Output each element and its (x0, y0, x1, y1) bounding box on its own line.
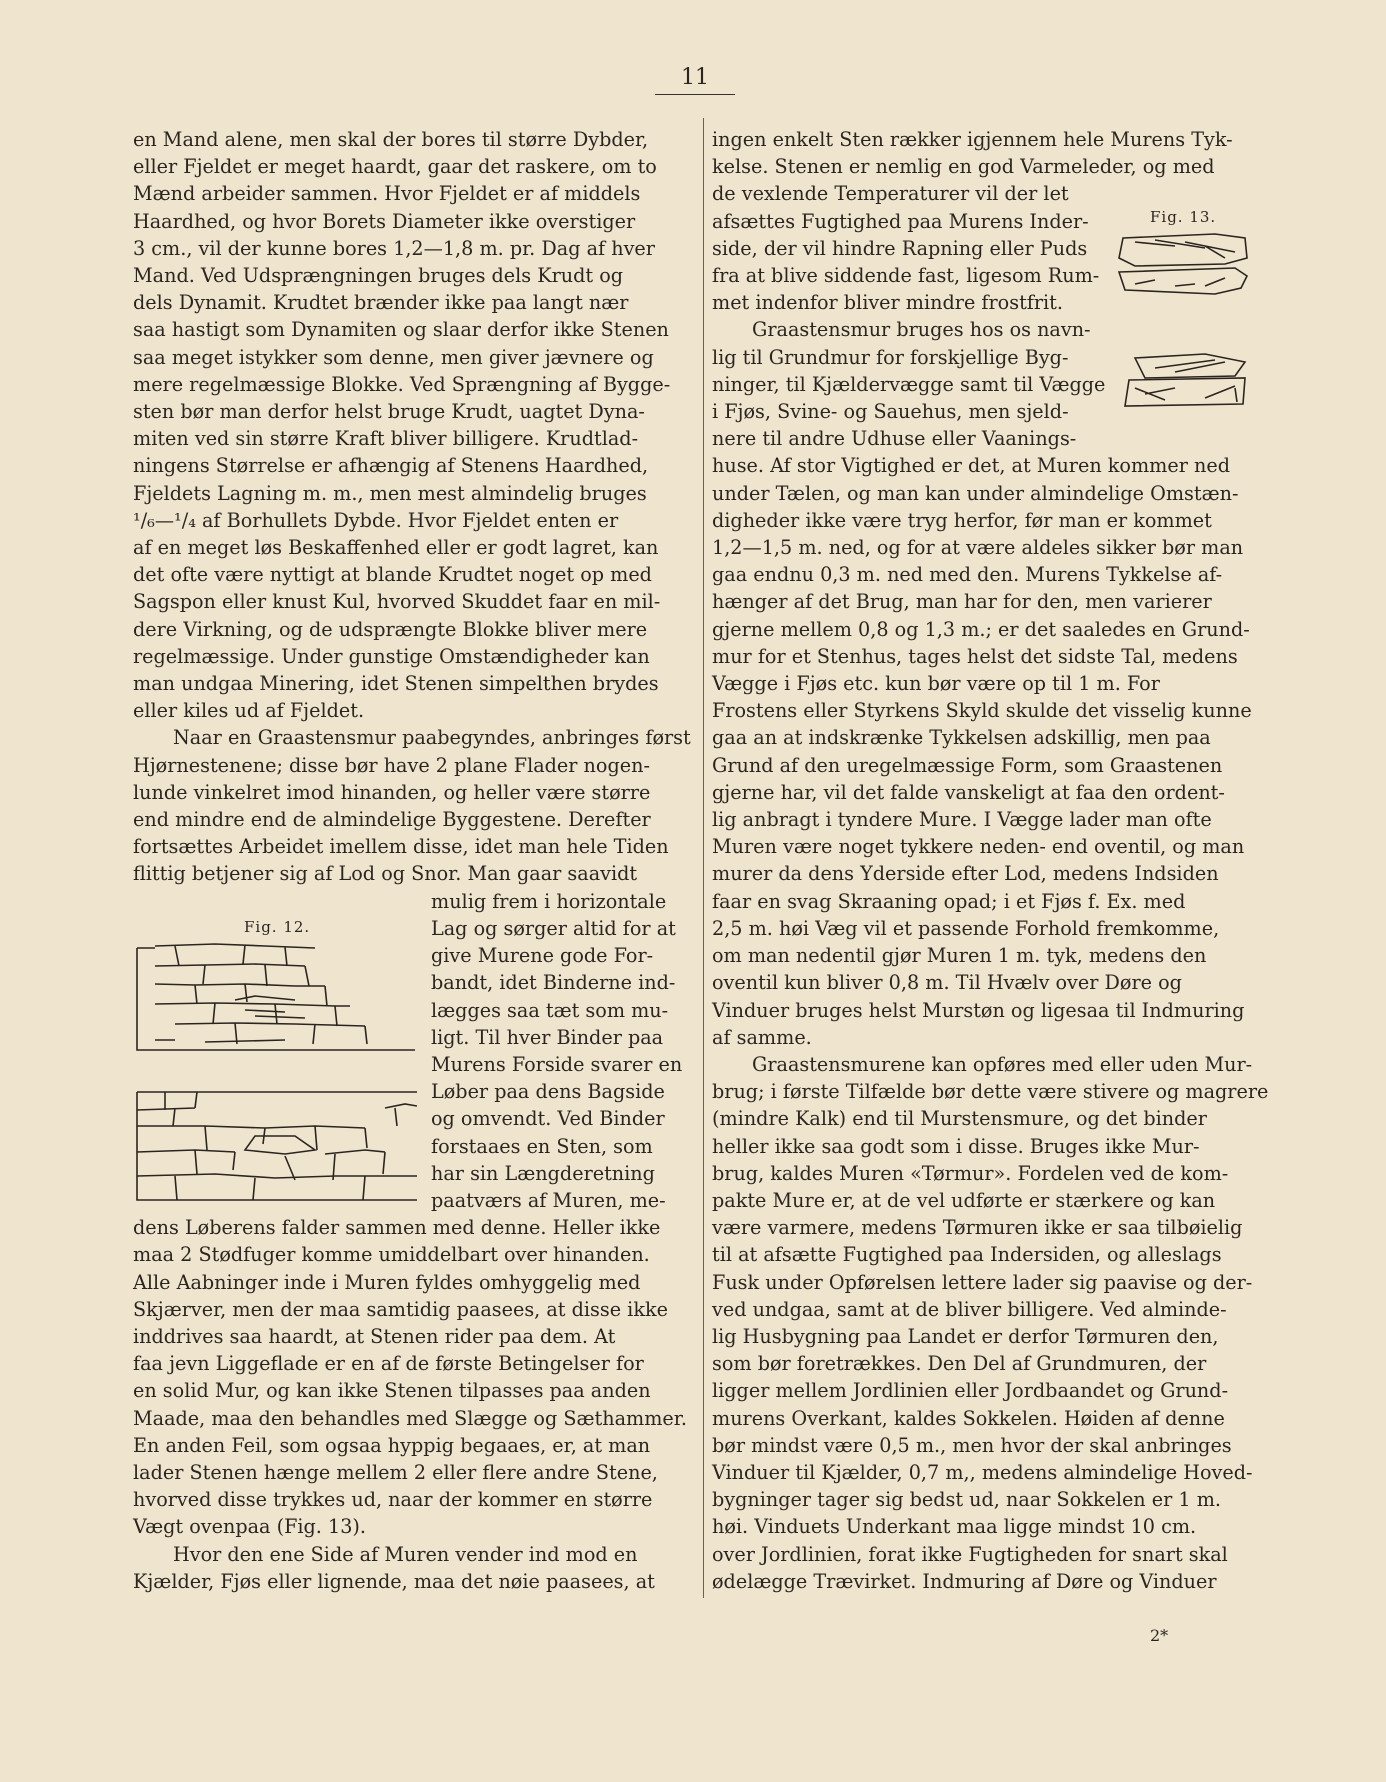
text-line: de vexlende Temperaturer vil der let (712, 182, 1069, 206)
text-line: ningens Størrelse er afhængig af Stenens Haardhed, (133, 454, 649, 478)
text-line: murens Overkant, kaldes Sokkelen. Høiden af denne (712, 1406, 1225, 1430)
text-line: det ofte være nyttigt at blande Krudtet noget op med (133, 563, 652, 587)
text-line: 1,2—1,5 m. ned, og for at være aldeles sikker bør man (712, 536, 1244, 560)
text-line: oventil kun bliver 0,8 m. Til Hvælv over Døre og (712, 971, 1182, 995)
text-line: Murens Forside svarer en (431, 1052, 683, 1076)
text-line: Maade, maa den behandles med Slægge og Sæthammer. (133, 1406, 687, 1430)
text-line: En anden Feil, som ogsaa hyppig begaaes, er, at man (133, 1433, 651, 1457)
text-line: faar en svag Skraaning opad; i et Fjøs f. Ex. med (712, 889, 1186, 913)
text-line: end mindre end de almindelige Byggestene. Derefter (133, 808, 651, 832)
text-line: Hvor den ene Side af Muren vender ind mod en (173, 1542, 638, 1566)
text-line: dels Dynamit. Krudtet brænder ikke paa langt nær (133, 291, 629, 315)
text-line: saa meget istykker som denne, men giver jævnere og (133, 345, 654, 369)
text-line: ingen enkelt Sten rækker igjennem hele Murens Tyk- (712, 128, 1233, 151)
text-line: lægges saa tæt som mu- (431, 998, 669, 1022)
text-line: Vægge i Fjøs etc. kun bør være op til 1 m. For (712, 672, 1160, 696)
text-line: Graastensmur bruges hos os navn- (752, 318, 1091, 342)
text-line: heller ikke saa godt som i disse. Bruges ikke Mur- (712, 1134, 1200, 1158)
text-line: lig anbragt i tyndere Mure. I Vægge lader man ofte (712, 808, 1212, 832)
text-line: hænger af det Brug, man har for den, men varierer (712, 590, 1212, 614)
text-line: met indenfor bliver mindre frostfrit. (712, 291, 1063, 315)
text-line: Fusk under Opførelsen lettere lader sig paavise og der- (712, 1270, 1253, 1294)
page-number: 11 (655, 64, 735, 95)
text-line: ¹/₆—¹/₄ af Borhullets Dybde. Hvor Fjeldet enten er (133, 508, 619, 532)
left-paragraph-3 (133, 1541, 679, 1595)
text-line: flittig betjener sig af Lod og Snor. Man gaar saavidt (133, 862, 638, 886)
text-line: maa 2 Stødfuger komme umiddelbart over hinanden. (133, 1243, 650, 1267)
text-line: i Fjøs, Svine- og Sauehus, men sjeld- (712, 400, 1069, 424)
text-line: dere Virkning, og de udsprængte Blokke bliver mere (133, 617, 648, 641)
text-line: dens Løberens falder sammen med denne. Heller ikke (133, 1216, 661, 1240)
text-line: ligger mellem Jordlinien eller Jordbaandet og Grund- (712, 1379, 1229, 1403)
text-line: Sagspon eller knust Kul, hvorved Skuddet faar en mil- (133, 590, 661, 614)
text-line: og omvendt. Ved Binder (431, 1107, 665, 1131)
text-line: ved undgaa, samt at de bliver billigere. Ved alminde- (712, 1297, 1227, 1321)
text-line: Fjeldets Lagning m. m., men mest almindelig bruges (133, 481, 647, 505)
text-line: digheder ikke være tryg herfor, før man er kommet (712, 508, 1212, 532)
text-line: over Jordlinien, forat ikke Fugtigheden for snart skal (712, 1542, 1228, 1566)
text-line: høi. Vinduets Underkant maa ligge mindst 10 cm. (712, 1515, 1197, 1539)
text-line: Graastensmurene kan opføres med eller uden Mur- (752, 1052, 1253, 1076)
text-line: Naar en Graastensmur paabegyndes, anbringes først (173, 726, 691, 750)
column-divider (703, 118, 704, 1598)
text-line: lig Husbygning paa Landet er derfor Tørmuren den, (712, 1324, 1219, 1348)
text-line: hvorved disse trykkes ud, naar der kommer en større (133, 1488, 653, 1512)
text-line: Løber paa dens Bagside (431, 1080, 665, 1104)
left-column (133, 126, 691, 1595)
text-line: Vægt ovenpaa (Fig. 13). (133, 1515, 367, 1539)
text-line: (mindre Kalk) end til Murstensmure, og det binder (712, 1107, 1207, 1131)
text-line: lig til Grundmur for forskjellige Byg- (712, 345, 1069, 369)
text-line: Hjørnestenene; disse bør have 2 plane Flader nogen- (133, 753, 650, 777)
text-line: gjerne har, vil det falde vanskeligt at faa den ordent- (712, 780, 1225, 804)
text-line: mur for et Stenhus, tages helst det sidste Tal, medens (712, 644, 1238, 668)
text-line: 2,5 m. høi Væg vil et passende Forhold fremkomme, (712, 916, 1220, 940)
text-line: bandt, idet Binderne ind- (431, 971, 676, 995)
text-line: Frostens eller Styrkens Skyld skulde det visselig kunne (712, 699, 1252, 723)
text-line: inddrives saa haardt, at Stenen rider paa dem. At (133, 1324, 616, 1348)
text-line: Skjærver, men der maa samtidig paasees, at disse ikke (133, 1297, 668, 1321)
fig-12-label: Fig. 12. (244, 918, 311, 936)
right-paragraph-3 (712, 1051, 1269, 1595)
text-line: af en meget løs Beskaffenhed eller er godt lagret, kan (133, 536, 659, 560)
text-line: huse. Af stor Vigtighed er det, at Muren kommer ned (712, 454, 1230, 478)
text-line: ødelægge Trævirket. Indmuring af Døre og Vinduer (712, 1569, 1217, 1593)
text-line: brug, kaldes Muren «Tørmur». Fordelen ved de kom- (712, 1161, 1229, 1185)
text-line: en solid Mur, og kan ikke Stenen tilpasses paa anden (133, 1379, 651, 1403)
text-line: gjerne mellem 0,8 og 1,3 m.; er det saaledes en Grund- (712, 617, 1250, 641)
text-line: Kjælder, Fjøs eller lignende, maa det nøie paasees, at (133, 1569, 655, 1593)
text-line: af samme. (712, 1025, 812, 1049)
text-line: Muren være noget tykkere neden- end oventil, og man (712, 835, 1245, 859)
text-line: lunde vinkelret imod hinanden, og heller være større (133, 780, 651, 804)
text-line: 3 cm., vil der kunne bores 1,2—1,8 m. pr. Dag af hver (133, 236, 655, 260)
text-line: gaa an at indskrænke Tykkelsen adskillig, men paa (712, 726, 1211, 750)
text-line: pakte Mure er, at de vel udførte er stærkere og kan (712, 1188, 1216, 1212)
text-line: fra at blive siddende fast, ligesom Rum- (712, 264, 1100, 288)
text-line: Mænd arbeider sammen. Hvor Fjeldet er af middels (133, 182, 641, 206)
text-line: nere til andre Udhuse eller Vaanings- (712, 427, 1077, 451)
text-line: til at afsætte Fugtighed paa Indersiden, og alleslags (712, 1243, 1222, 1267)
text-line: lader Stenen hænge mellem 2 eller flere andre Stene, (133, 1460, 658, 1484)
text-line: saa hastigt som Dynamiten og slaar derfor ikke Stenen (133, 318, 669, 342)
text-line: Mand. Ved Udsprængningen bruges dels Krudt og (133, 264, 624, 288)
text-line: eller Fjeldet er meget haardt, gaar det raskere, om to (133, 155, 657, 179)
text-line: en Mand alene, men skal der bores til større Dybder, (133, 128, 649, 151)
text-line: mulig frem i horizontale (431, 889, 667, 913)
text-line: ninger, til Kjældervægge samt til Vægge (712, 372, 1106, 396)
text-line: har sin Længderetning (431, 1161, 655, 1185)
signature-mark: 2* (1150, 1626, 1169, 1645)
text-line: Lag og sørger altid for at (431, 916, 676, 940)
text-line: afsættes Fugtighed paa Murens Inder- (712, 209, 1089, 233)
text-line: side, der vil hindre Rapning eller Puds (712, 236, 1088, 260)
text-line: gaa endnu 0,3 m. ned med den. Murens Tykkelse af- (712, 563, 1223, 587)
text-line: bygninger tager sig bedst ud, naar Sokkelen er 1 m. (712, 1488, 1221, 1512)
text-line: murer da dens Yderside efter Lod, medens Indsiden (712, 862, 1219, 886)
fig-12-wall-illustration (135, 940, 417, 1210)
text-line: faa jevn Liggeflade er en af de første Betingelser for (133, 1352, 644, 1376)
fig-13-stone-illustration (1115, 228, 1257, 428)
text-line: under Tælen, og man kan under almindelige Omstæn- (712, 481, 1239, 505)
text-line: eller kiles ud af Fjeldet. (133, 699, 365, 723)
text-line: Grund af den uregelmæssige Form, som Graastenen (712, 753, 1223, 777)
text-line: Vinduer bruges helst Murstøn og ligesaa til Indmuring (712, 998, 1245, 1022)
text-line: bør mindst være 0,5 m., men hvor der skal anbringes (712, 1433, 1232, 1457)
text-line: paatværs af Muren, me- (431, 1188, 666, 1212)
text-line: ligt. Til hver Binder paa (431, 1025, 664, 1049)
text-line: brug; i første Tilfælde bør dette være stivere og magrere (712, 1080, 1269, 1104)
text-line: Alle Aabninger inde i Muren fyldes omhyggelig med (133, 1270, 641, 1294)
text-line: regelmæssige. Under gunstige Omstændigheder kan (133, 644, 650, 668)
text-line: mere regelmæssige Blokke. Ved Sprængning af Bygge- (133, 372, 671, 396)
text-line: give Murene gode For- (431, 944, 654, 968)
fig-13-label: Fig. 13. (1150, 208, 1217, 226)
text-line: forstaaes en Sten, som (431, 1134, 653, 1158)
text-line: man undgaa Minering, idet Stenen simpelthen brydes (133, 672, 659, 696)
text-line: om man nedentil gjør Muren 1 m. tyk, medens den (712, 944, 1207, 968)
text-line: Haardhed, og hvor Borets Diameter ikke overstiger (133, 209, 636, 233)
text-line: som bør foretrækkes. Den Del af Grundmuren, der (712, 1352, 1207, 1376)
text-line: være varmere, medens Tørmuren ikke er saa tilbøielig (712, 1216, 1243, 1240)
text-line: kelse. Stenen er nemlig en god Varmeleder, og med (712, 155, 1215, 179)
left-paragraph-1 (133, 126, 679, 724)
text-line: Vinduer til Kjælder, 0,7 m,, medens almindelige Hoved- (712, 1460, 1253, 1484)
text-line: fortsættes Arbeidet imellem disse, idet man hele Tiden (133, 835, 669, 859)
text-line: sten bør man derfor helst bruge Krudt, uagtet Dyna- (133, 400, 645, 424)
text-line: miten ved sin større Kraft bliver billigere. Krudtlad- (133, 427, 639, 451)
